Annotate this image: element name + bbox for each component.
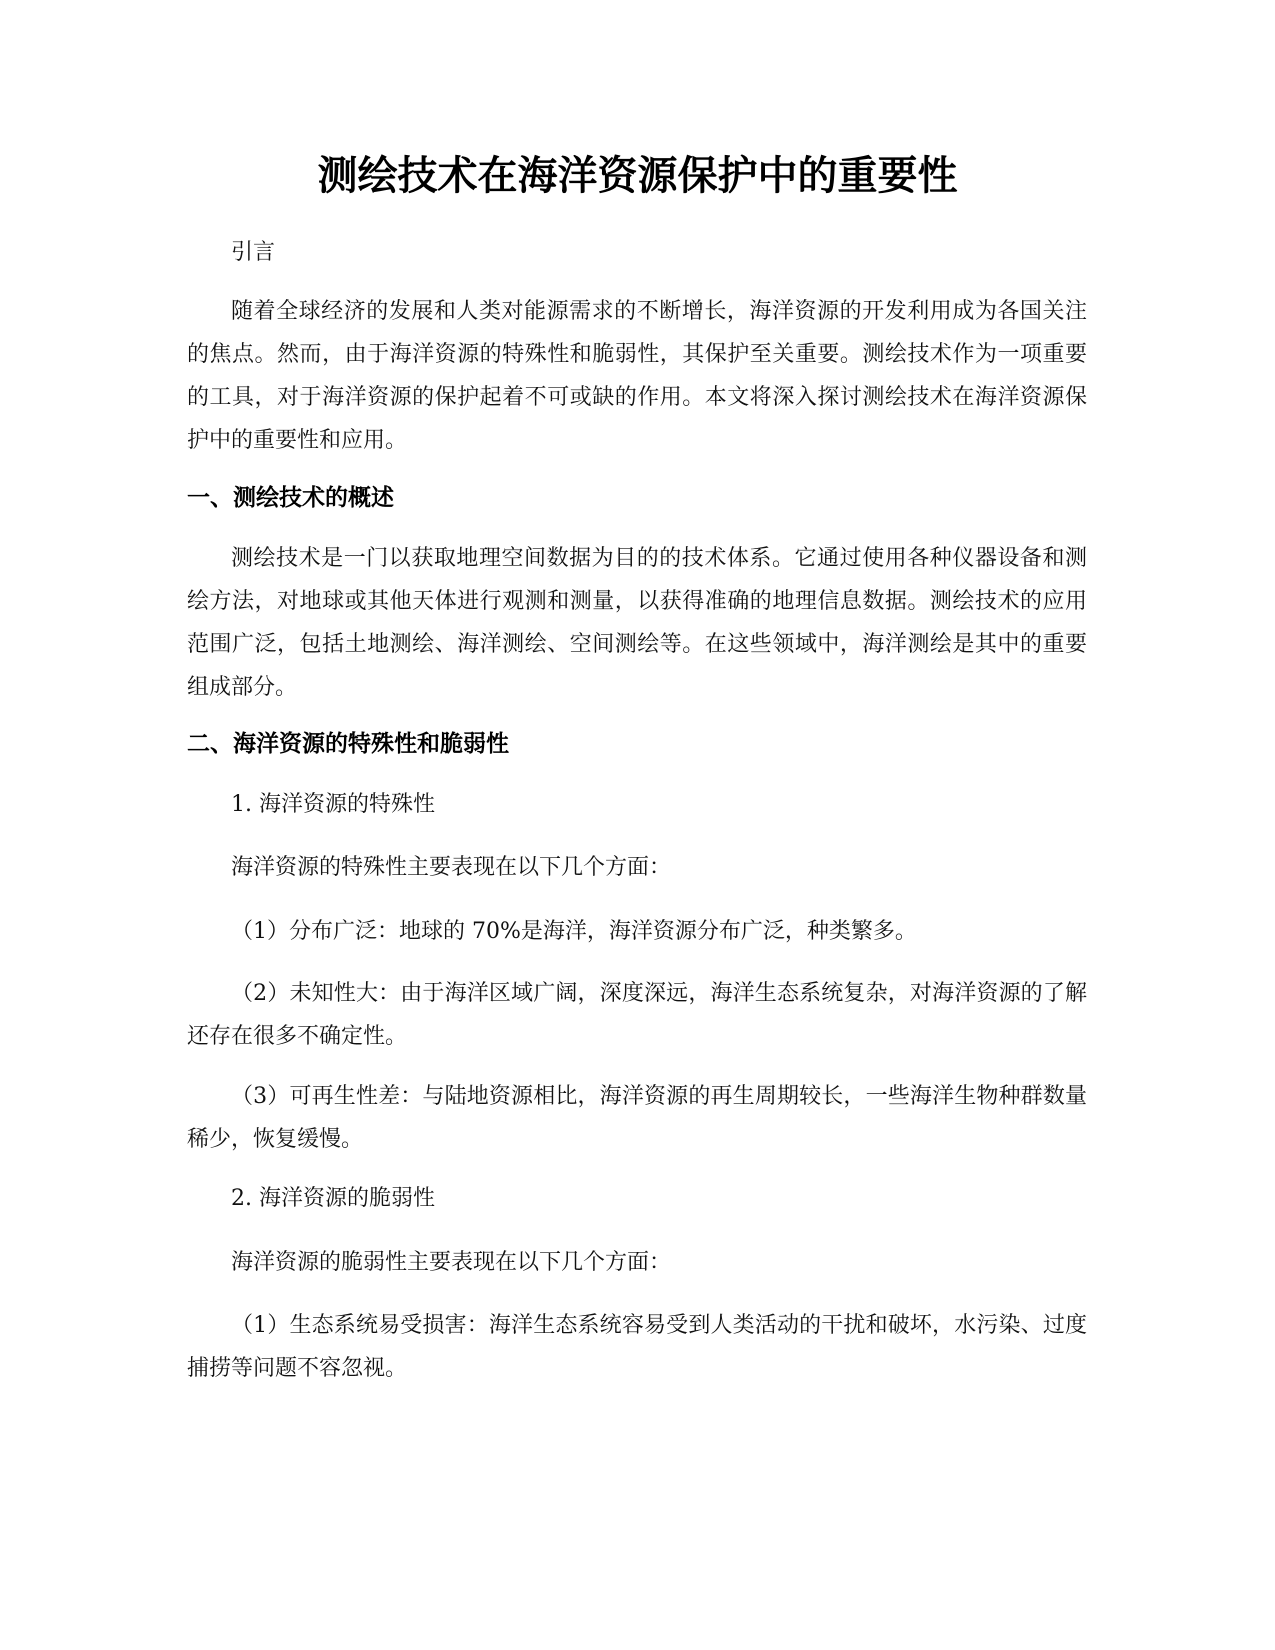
intro-paragraph: 随着全球经济的发展和人类对能源需求的不断增长，海洋资源的开发利用成为各国关注的焦点。然而，由于海洋资源的特殊性和脆弱性，其保护至关重要。测绘技术作为一项重要的工具，对于海洋资源的保护起着不可或缺的作用。本文将深入探讨测绘技术在海洋资源保护中的重要性和应用。 [187,299,1087,453]
subsection-2-item-1: （1）生态系统易受损害：海洋生态系统容易受到人类活动的干扰和破坏，水污染、过度捕捞等问题不容忽视。 [187,1313,1087,1381]
subsection-2-heading: 2. 海洋资源的脆弱性 [231,1186,435,1211]
subsection-1-intro: 海洋资源的特殊性主要表现在以下几个方面： [231,855,672,880]
section-2-heading: 二、海洋资源的特殊性和脆弱性 [187,731,509,757]
subsection-1-item-2: （2）未知性大：由于海洋区域广阔，深度深远，海洋生态系统复杂，对海洋资源的了解还存在很多不确定性。 [187,981,1087,1049]
document-title: 测绘技术在海洋资源保护中的重要性 [317,153,958,199]
subsection-1-item-3: （3）可再生性差：与陆地资源相比，海洋资源的再生周期较长，一些海洋生物种群数量稀少，恢复缓慢。 [187,1084,1087,1152]
subsection-1-heading: 1. 海洋资源的特殊性 [231,792,435,817]
section-1-paragraph: 测绘技术是一门以获取地理空间数据为目的的技术体系。它通过使用各种仪器设备和测绘方法，对地球或其他天体进行观测和测量，以获得准确的地理信息数据。测绘技术的应用范围广泛，包括土地测绘、海洋测绘、空间测绘等。在这些领域中，海洋测绘是其中的重要组成部分。 [187,546,1087,700]
intro-heading: 引言 [231,240,276,265]
subsection-1-item-1: （1）分布广泛：地球的 70%是海洋，海洋资源分布广泛，种类繁多。 [231,919,917,944]
subsection-2-intro: 海洋资源的脆弱性主要表现在以下几个方面： [231,1250,672,1275]
section-1-heading: 一、测绘技术的概述 [187,485,394,511]
